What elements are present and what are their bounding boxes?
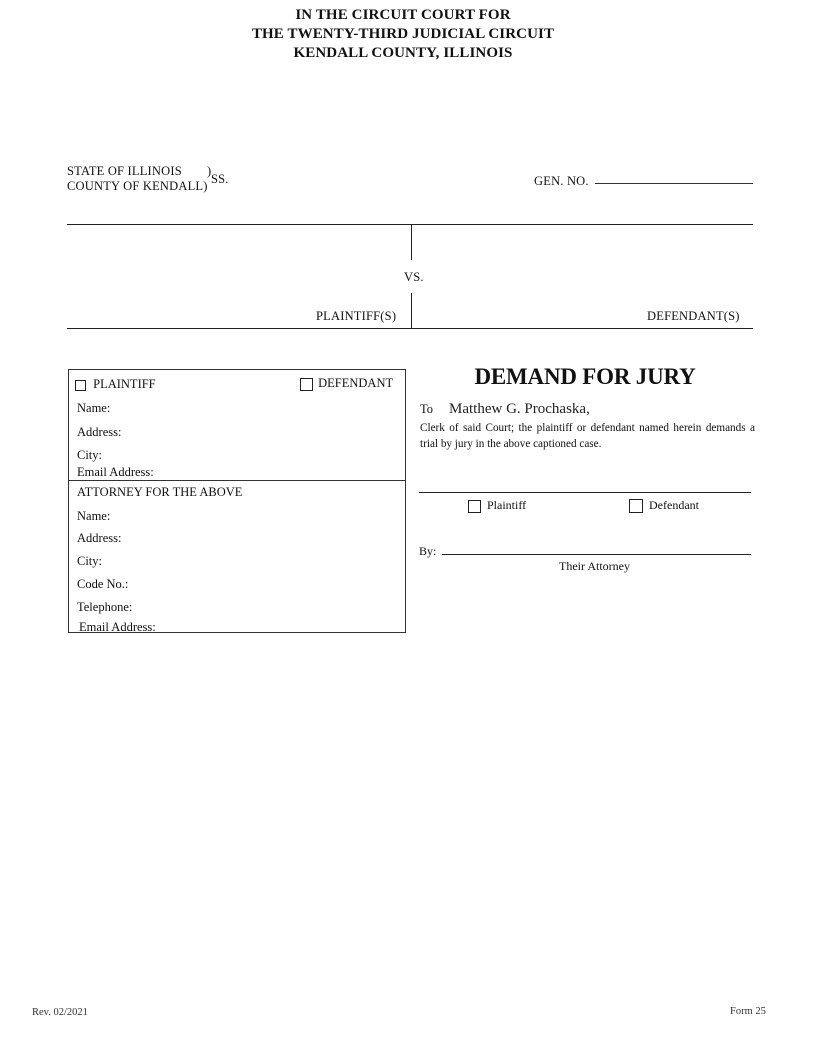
clerk-name: Matthew G. Prochaska, [449,401,590,417]
caption-top-rule [67,224,753,225]
demand-defendant-checkbox[interactable] [629,499,643,513]
demand-body: Clerk of said Court; the plaintiff or defendant named herein demands a trial by jury in the above captioned case. [420,422,755,450]
demand-title: DEMAND FOR JURY [474,364,696,389]
attorney-city-label: City: [77,554,103,568]
party-plaintiff-option[interactable] [75,377,156,392]
revision-label: Rev. 02/2021 [32,1007,88,1018]
party-city-label: City: [77,448,103,462]
court-header-line-1: IN THE CIRCUIT COURT FOR [295,7,511,23]
case-number-label: GEN. NO. [534,174,589,188]
form-number: Form 25 [730,1006,766,1017]
plaintiffs-caption-label: PLAINTIFF(S) [316,309,397,323]
demand-plaintiff-label: Plaintiff [487,498,527,512]
by-label: By: [419,544,437,558]
defendants-caption-label: DEFENDANT(S) [647,309,740,323]
court-header-line-3: KENDALL COUNTY, ILLINOIS [293,45,513,61]
court-header-line-2: THE TWENTY-THIRD JUDICIAL CIRCUIT [251,26,555,42]
to-label: To [420,402,434,416]
demand-plaintiff-option[interactable] [468,498,526,513]
attorney-box-title: ATTORNEY FOR THE ABOVE [77,485,243,499]
attorney-telephone-label: Telephone: [77,600,133,614]
versus-label: VS. [404,270,424,284]
case-number-field[interactable] [595,183,753,184]
addressee-row [420,400,590,418]
attorney-signature-line[interactable] [442,554,751,555]
demand-defendant-option[interactable] [629,498,699,513]
attorney-code-label: Code No.: [77,577,129,591]
demand-signature-rule [419,492,751,493]
caption-bottom-rule [67,328,753,329]
party-email-label: Email Address: [77,465,154,479]
attorney-name-label: Name: [77,509,111,523]
party-name-label: Name: [77,401,111,415]
venue-paren: ) [207,164,212,178]
venue-state: STATE OF ILLINOIS [67,164,182,178]
caption-divider-lower [411,293,412,328]
attorney-email-label: Email Address: [79,620,156,634]
party-defendant-option[interactable] [300,376,393,391]
court-header [0,6,806,63]
venue-county: COUNTY OF KENDALL) [67,179,208,193]
plaintiff-option-label: PLAINTIFF [93,377,156,391]
defendant-checkbox[interactable] [300,378,313,391]
defendant-option-label: DEFENDANT [318,376,394,390]
venue-block [67,164,229,194]
demand-plaintiff-checkbox[interactable] [468,500,481,513]
demand-defendant-label: Defendant [649,498,699,512]
attorney-address-label: Address: [77,531,122,545]
caption-divider-upper [411,224,412,260]
signature-caption: Their Attorney [559,559,630,573]
venue-ss: SS. [211,172,229,186]
plaintiff-checkbox[interactable] [75,380,86,391]
party-address-label: Address: [77,425,122,439]
